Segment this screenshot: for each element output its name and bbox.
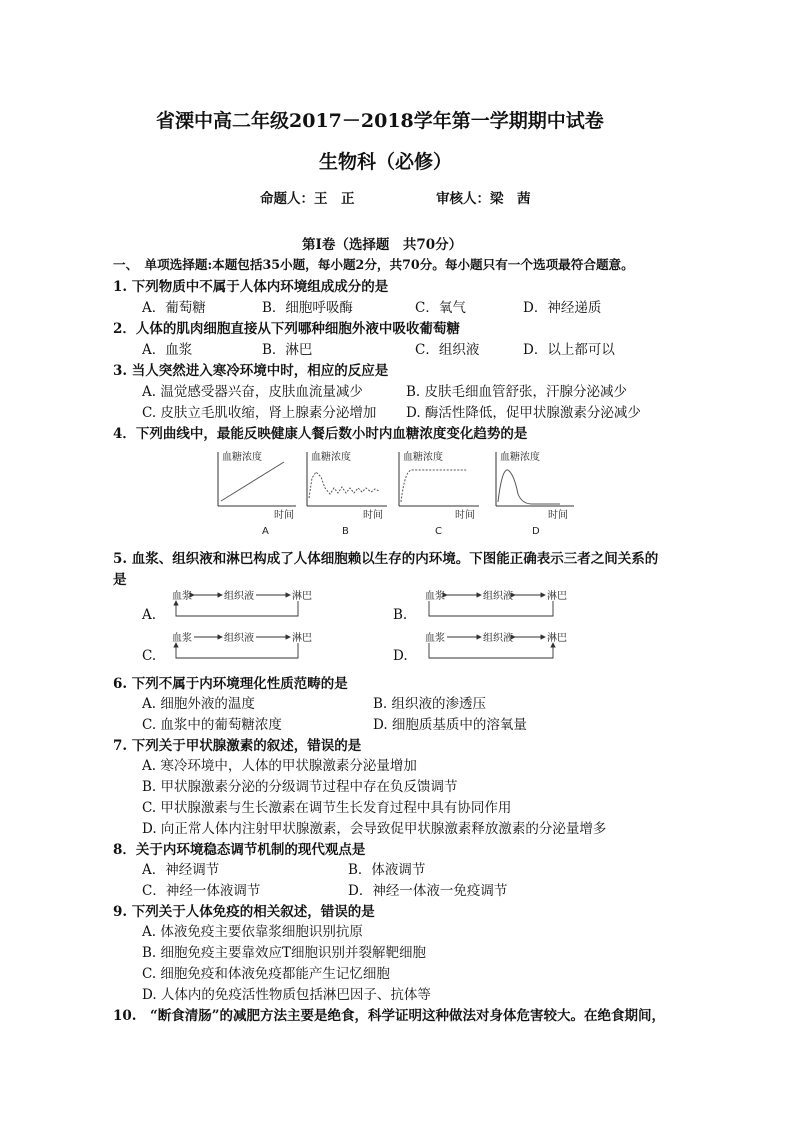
graph-c-label: C bbox=[435, 526, 442, 537]
graph-d-ylabel: 血糖浓度 bbox=[500, 452, 540, 463]
q7-option-b: B. 甲状腺激素分泌的分级调节过程中存在负反馈调节 bbox=[142, 779, 458, 795]
diagram-a-tissue: 组织液 bbox=[224, 591, 254, 602]
q4-graph-d bbox=[492, 448, 582, 538]
q7-option-d: D. 向正常人体内注射甲状腺激素，会导致促甲状腺激素释放激素的分泌量增多 bbox=[142, 821, 607, 837]
graph-b-ylabel: 血糖浓度 bbox=[311, 452, 351, 463]
exam-title: 省溧中高二年级2017－2018学年第一学期期中试卷 bbox=[156, 110, 604, 132]
diagram-b-tissue: 组织液 bbox=[483, 591, 513, 602]
q8-option-a: A．神经调节 bbox=[142, 862, 220, 878]
q1-stem: 1. 下列物质中不属于人体内环境组成成分的是 bbox=[113, 279, 389, 295]
diagram-b-lymph: 淋巴 bbox=[547, 591, 567, 602]
q7-option-a: A. 寒冷环境中，人体的甲状腺激素分泌量增加 bbox=[142, 758, 417, 774]
q1-option-b: B．细胞呼吸酶 bbox=[262, 300, 353, 316]
graph-a-xlabel: 时间 bbox=[274, 510, 294, 521]
section-title: 第Ⅰ卷（选择题 共70分） bbox=[302, 237, 463, 253]
q7-stem: 7. 下列关于甲状腺激素的叙述，错误的是 bbox=[113, 738, 362, 754]
diagram-c-plasma: 血浆 bbox=[172, 633, 192, 644]
q3-option-d: D. 酶活性降低，促甲状腺激素分泌减少 bbox=[406, 405, 641, 421]
q2-stem: 2．人体的肌肉细胞直接从下列哪种细胞外液中吸收葡萄糖 bbox=[113, 321, 460, 337]
q1-option-d: D．神经递质 bbox=[523, 300, 602, 316]
q3-option-c: C. 皮肤立毛肌收缩，肾上腺素分泌增加 bbox=[142, 405, 377, 421]
q8-option-b: B．体液调节 bbox=[348, 862, 426, 878]
q4-graph-c bbox=[397, 448, 487, 538]
diagram-c-lymph: 淋巴 bbox=[292, 633, 312, 644]
q5-option-a: A. bbox=[142, 607, 157, 623]
q10-stem: 10. “断食清肠”的减肥方法主要是绝食，科学证明这种做法对身体危害较大。在绝食期间， bbox=[113, 1008, 666, 1024]
graph-a-label: A bbox=[262, 526, 269, 537]
q2-option-c: C．组织液 bbox=[415, 342, 480, 358]
q5-diagram-b bbox=[421, 588, 581, 628]
diagram-a-plasma: 血浆 bbox=[172, 591, 192, 602]
graph-d-xlabel: 时间 bbox=[548, 510, 568, 521]
diagram-d-plasma: 血浆 bbox=[425, 633, 445, 644]
graph-b-label: B bbox=[342, 526, 349, 537]
exam-subtitle: 生物科（必修） bbox=[319, 151, 453, 173]
q7-option-c: C. 甲状腺激素与生长激素在调节生长发育过程中具有协同作用 bbox=[142, 800, 512, 816]
graph-c-ylabel: 血糖浓度 bbox=[403, 452, 443, 463]
q1-option-c: C．氧气 bbox=[415, 300, 466, 316]
q9-stem: 9. 下列关于人体免疫的相关叙述，错误的是 bbox=[113, 904, 375, 920]
q4-stem: 4．下列曲线中，最能反映健康人餐后数小时内血糖浓度变化趋势的是 bbox=[113, 426, 528, 442]
diagram-c-tissue: 组织液 bbox=[224, 633, 254, 644]
q5-option-d: D. bbox=[393, 648, 408, 664]
q5-diagram-c bbox=[168, 630, 328, 670]
q1-option-a: A．葡萄糖 bbox=[142, 300, 206, 316]
q9-option-a: A. 体液免疫主要依靠浆细胞识别抗原 bbox=[142, 924, 363, 940]
diagram-b-plasma: 血浆 bbox=[425, 591, 445, 602]
q8-stem: 8．关于内环境稳态调节机制的现代观点是 bbox=[113, 842, 366, 858]
q5-option-b: B. bbox=[393, 607, 408, 623]
q3-stem: 3. 当人突然进入寒冷环境中时，相应的反应是 bbox=[113, 363, 389, 379]
diagram-d-lymph: 淋巴 bbox=[547, 633, 567, 644]
q5-diagram-d bbox=[421, 630, 581, 670]
q5-stem-cont: 是 bbox=[113, 572, 127, 588]
q3-option-a: A. 温觉感受器兴奋，皮肤血流量减少 bbox=[142, 384, 363, 400]
q5-stem: 5. 血浆、组织液和淋巴构成了人体细胞赖以生存的内环境。下图能正确表示三者之间关系的 bbox=[113, 551, 659, 567]
reviewer-line: 审核人：梁 茜 bbox=[436, 191, 531, 207]
diagram-a-lymph: 淋巴 bbox=[292, 591, 312, 602]
q6-option-c: C. 血浆中的葡萄糖浓度 bbox=[142, 717, 282, 733]
q6-stem: 6. 下列不属于内环境理化性质范畴的是 bbox=[113, 676, 348, 692]
q5-option-c: C. bbox=[142, 648, 157, 664]
q2-option-a: A．血浆 bbox=[142, 342, 193, 358]
q9-option-c: C. 细胞免疫和体液免疫都能产生记忆细胞 bbox=[142, 966, 390, 982]
q2-option-b: B．淋巴 bbox=[262, 342, 313, 358]
graph-c-xlabel: 时间 bbox=[455, 510, 475, 521]
q6-option-b: B. 组织液的渗透压 bbox=[373, 696, 487, 712]
section-instruction: 一、 单项选择题:本题包括35小题，每小题2分，共70分。每小题只有一个选项最符合题意。 bbox=[113, 257, 634, 272]
q9-option-b: B. 细胞免疫主要靠效应T细胞识别并裂解靶细胞 bbox=[142, 945, 427, 961]
q6-option-a: A. 细胞外液的温度 bbox=[142, 696, 255, 712]
q4-graph-a bbox=[212, 448, 302, 538]
q2-option-d: D．以上都可以 bbox=[523, 342, 615, 358]
q3-option-b: B. 皮肤毛细血管舒张，汗腺分泌减少 bbox=[406, 384, 628, 400]
q8-option-c: C．神经一体液调节 bbox=[142, 883, 261, 899]
author-line: 命题人：王 正 bbox=[260, 191, 355, 207]
q9-option-d: D. 人体内的免疫活性物质包括淋巴因子、抗体等 bbox=[142, 987, 431, 1003]
q6-option-d: D. 细胞质基质中的溶氧量 bbox=[373, 717, 527, 733]
graph-a-ylabel: 血糖浓度 bbox=[222, 452, 262, 463]
q8-option-d: D．神经一体液一免疫调节 bbox=[348, 883, 508, 899]
graph-b-xlabel: 时间 bbox=[363, 510, 383, 521]
q4-graph-b bbox=[305, 448, 395, 538]
graph-d-label: D bbox=[532, 526, 540, 537]
diagram-d-tissue: 组织液 bbox=[483, 633, 513, 644]
q5-diagram-a bbox=[168, 588, 328, 628]
